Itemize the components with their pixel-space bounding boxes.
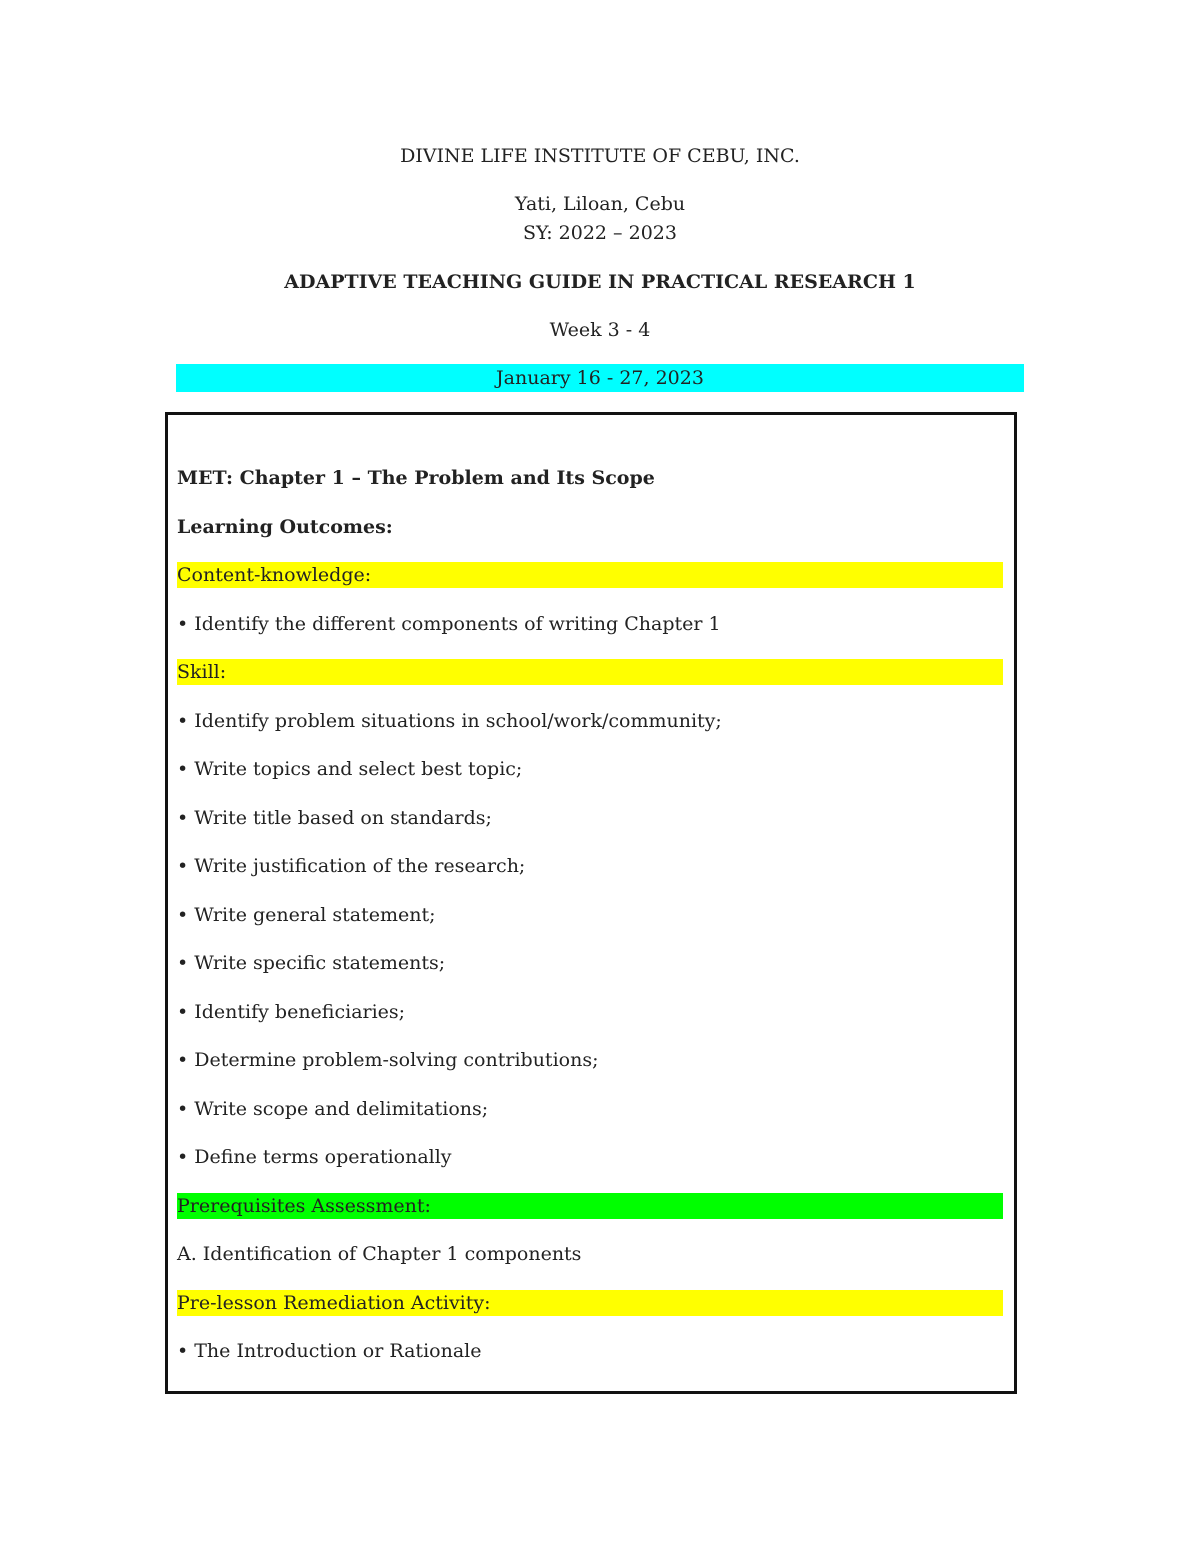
date-range-band: January 16 - 27, 2023 <box>176 364 1024 392</box>
institution-address: Yati, Liloan, Cebu <box>514 193 686 215</box>
list-item: • Write title based on standards; <box>177 807 492 829</box>
skill-heading: Skill: <box>177 659 1003 685</box>
list-item: • Write scope and delimitations; <box>177 1098 489 1120</box>
list-item: • The Introduction or Rationale <box>177 1340 482 1362</box>
prerequisites-heading: Prerequisites Assessment: <box>177 1193 1003 1219</box>
list-item: • Write topics and select best topic; <box>177 758 523 780</box>
list-item: • Define terms operationally <box>177 1146 452 1168</box>
content-knowledge-heading: Content-knowledge: <box>177 562 1003 588</box>
met-heading: MET: Chapter 1 – The Problem and Its Scope <box>177 467 655 489</box>
list-item: A. Identification of Chapter 1 components <box>177 1243 582 1265</box>
content-box <box>165 412 1017 1394</box>
list-item: • Write general statement; <box>177 904 436 926</box>
remediation-heading: Pre-lesson Remediation Activity: <box>177 1290 1003 1316</box>
list-item: • Write specific statements; <box>177 952 446 974</box>
list-item: • Identify beneficiaries; <box>177 1001 406 1023</box>
list-item: • Determine problem-solving contributions; <box>177 1049 599 1071</box>
list-item: • Identify problem situations in school/work/community; <box>177 710 722 732</box>
document-title: ADAPTIVE TEACHING GUIDE IN PRACTICAL RESEARCH 1 <box>284 271 916 293</box>
list-item: • Write justification of the research; <box>177 855 526 877</box>
list-item: • Identify the different components of writing Chapter 1 <box>177 613 721 635</box>
learning-outcomes-heading: Learning Outcomes: <box>177 516 393 538</box>
week-label: Week 3 - 4 <box>549 319 651 341</box>
institution-name: DIVINE LIFE INSTITUTE OF CEBU, INC. <box>400 145 800 167</box>
school-year: SY: 2022 – 2023 <box>523 222 677 244</box>
